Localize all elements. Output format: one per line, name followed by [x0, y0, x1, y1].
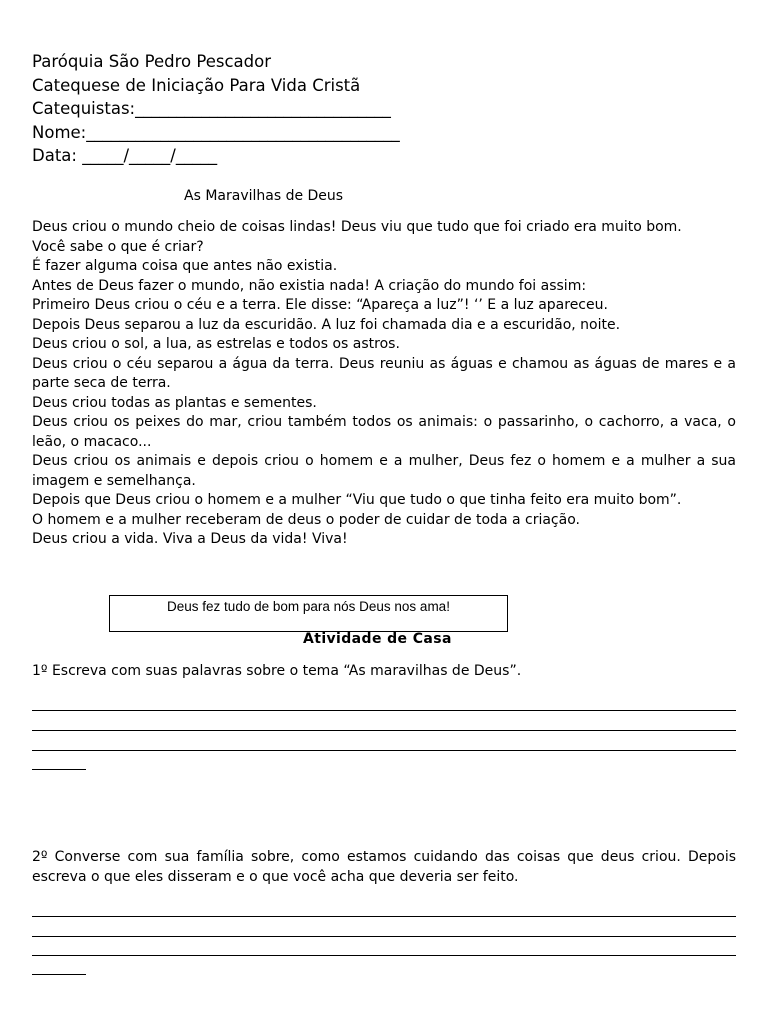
question-1: 1º Escreva com suas palavras sobre o tema “As maravilhas de Deus”.	[32, 663, 522, 679]
story-paragraph: Deus criou o céu separou a água da terra. Deus reuniu as águas e chamou as águas de mares e a parte seca de terra.	[32, 355, 736, 391]
answer-line[interactable]	[32, 955, 736, 956]
story-paragraph: Primeiro Deus criou o céu e a terra. Ele disse: “Apareça a luz”! ‘’ E a luz apareceu.	[32, 297, 608, 313]
question-2: 2º Converse com sua família sobre, como estamos cuidando das coisas que deus criou. Depois escreva o que eles disseram e o que você acha que deveria ser feito.	[32, 849, 736, 885]
story-paragraph: Deus criou todas as plantas e sementes.	[32, 394, 317, 411]
catechists-field[interactable]: Catequistas:_______________________________	[32, 99, 391, 118]
story-paragraph: O homem e a mulher receberam de deus o poder de cuidar de toda a criação.	[32, 511, 580, 528]
story-paragraph: Você sabe o que é criar?	[32, 238, 204, 255]
highlight-box	[109, 595, 508, 632]
story-paragraph: Deus criou a vida. Viva a Deus da vida! Viva!	[32, 531, 348, 547]
answer-line[interactable]	[32, 750, 736, 751]
document-title: As Maravilhas de Deus	[184, 188, 344, 204]
story-paragraph: Deus criou o sol, a lua, as estrelas e todos os astros.	[32, 336, 400, 352]
story-paragraph: Deus criou o mundo cheio de coisas lindas! Deus viu que tudo que foi criado era muito bom.	[32, 219, 682, 235]
parish-name: Paróquia São Pedro Pescador	[32, 52, 272, 71]
program-name: Catequese de Iniciação Para Vida Cristã	[32, 75, 361, 95]
story-paragraph: Depois que Deus criou o homem e a mulher “Viu que tudo o que tinha feito era muito bom”.	[32, 492, 682, 508]
answer-line[interactable]	[32, 916, 736, 917]
story-paragraph: Deus criou os peixes do mar, criou também todos os animais: o passarinho, o cachorro, a vaca, o leão, o macaco...	[32, 414, 736, 450]
answer-line[interactable]	[32, 769, 86, 770]
activity-heading: Atividade de Casa	[303, 631, 452, 647]
answer-line[interactable]	[32, 936, 736, 937]
story-paragraph: Deus criou os animais e depois criou o homem e a mulher, Deus fez o homem e a mulher a sua imagem e semelhança.	[32, 453, 736, 489]
story-paragraph: Depois Deus separou a luz da escuridão. A luz foi chamada dia e a escuridão, noite.	[32, 316, 621, 333]
answer-line[interactable]	[32, 974, 86, 975]
answer-line[interactable]	[32, 710, 736, 711]
story-paragraph: É fazer alguma coisa que antes não existia.	[32, 258, 338, 274]
story-paragraph: Antes de Deus fazer o mundo, não existia nada! A criação do mundo foi assim:	[32, 277, 587, 294]
date-field[interactable]: Data: _____/_____/_____	[32, 146, 218, 165]
name-field[interactable]: Nome:______________________________________	[32, 122, 400, 142]
answer-line[interactable]	[32, 730, 736, 731]
highlight-text: Deus fez tudo de bom para nós Deus nos ama!	[167, 599, 450, 614]
story-text	[32, 218, 736, 550]
worksheet-header	[32, 50, 400, 168]
